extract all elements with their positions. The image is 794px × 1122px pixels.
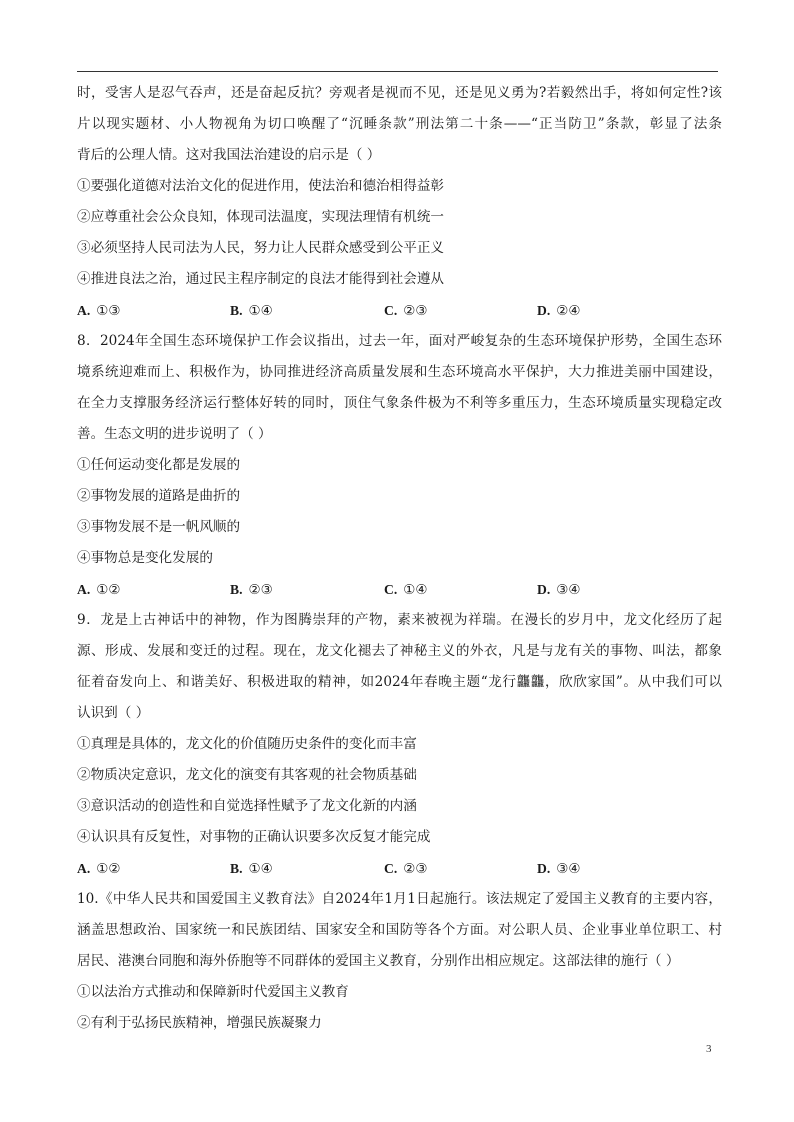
question-9 xyxy=(77,605,722,884)
choice-item: ③必须坚持人民司法为人民，努力让人民群众感受到公平正义 xyxy=(77,240,445,256)
option-b: B. ②③ xyxy=(230,582,273,598)
choice-item: ③意识活动的创造性和自觉选择性赋予了龙文化新的内涵 xyxy=(77,798,417,814)
option-a: A. ①③ xyxy=(77,303,121,319)
question-stem-line: 居民、港澳台同胞和海外侨胞等不同群体的爱国主义教育，分别作出相应规定。这部法律的施行（ ） xyxy=(77,953,680,969)
choice-item: ②有利于弘扬民族精神，增强民族凝聚力 xyxy=(77,1015,322,1031)
question-stem-line: 在全力支撑服务经济运行整体好转的同时，顶住气象条件极为不利等多重压力，生态环境质量实现稳定改 xyxy=(77,395,722,411)
choice-item: ②事物发展的道路是曲折的 xyxy=(77,488,241,504)
answer-options xyxy=(77,853,722,884)
question-stem-line: 片以现实题材、小人物视角为切口唤醒了“沉睡条款”刑法第二十条——“正当防卫”条款，彰显了法条 xyxy=(77,116,722,132)
option-d: D. ③④ xyxy=(537,861,581,877)
page-number: 3 xyxy=(706,1043,712,1055)
choice-item: ①真理是具体的，龙文化的价值随历史条件的变化而丰富 xyxy=(77,736,417,752)
option-c: C. ②③ xyxy=(384,861,428,877)
question-stem-line: 善。生态文明的进步说明了（ ） xyxy=(77,426,272,442)
question-stem-line: 征着奋发向上、和谐美好、积极进取的精神，如2024年春晚主题“龙行龘龘，欣欣家国”。从中我们可以 xyxy=(77,674,722,690)
option-a: A. ①② xyxy=(77,861,121,877)
choice-item: ②应尊重社会公众良知，体现司法温度，实现法理情有机统一 xyxy=(77,209,445,225)
choice-item: ④推进良法之治，通过民主程序制定的良法才能得到社会遵从 xyxy=(77,271,445,287)
choice-item: ①任何运动变化都是发展的 xyxy=(77,457,241,473)
choice-item: ④认识具有反复性，对事物的正确认识要多次反复才能完成 xyxy=(77,829,431,845)
choice-item: ①以法治方式推动和保障新时代爱国主义教育 xyxy=(77,984,349,1000)
question-stem-line: 背后的公理人情。这对我国法治建设的启示是（ ） xyxy=(77,147,381,163)
question-stem-line: 认识到（ ） xyxy=(77,705,150,721)
question-stem-line: 8．2024年全国生态环境保护工作会议指出，过去一年，面对严峻复杂的生态环境保护形势，全国生态环 xyxy=(77,333,722,349)
page-content xyxy=(77,78,722,1039)
choice-item: ②物质决定意识，龙文化的演变有其客观的社会物质基础 xyxy=(77,767,417,783)
question-7 xyxy=(77,78,722,326)
header-rule xyxy=(77,71,718,72)
option-c: C. ①④ xyxy=(384,582,428,598)
question-stem-line: 涵盖思想政治、国家统一和民族团结、国家安全和国防等各个方面。对公职人员、企业事业单位职工、村 xyxy=(77,922,722,938)
option-b: B. ①④ xyxy=(230,861,273,877)
answer-options xyxy=(77,295,722,326)
question-stem-line: 境系统迎难而上、积极作为，协同推进经济高质量发展和生态环境高水平保护，大力推进美丽中国建设， xyxy=(77,364,722,380)
choice-item: ④事物总是变化发展的 xyxy=(77,550,213,566)
choice-item: ①要强化道德对法治文化的促进作用，使法治和德治相得益彰 xyxy=(77,178,445,194)
option-a: A. ①② xyxy=(77,582,121,598)
question-stem-line: 时，受害人是忍气吞声，还是奋起反抗？旁观者是视而不见，还是见义勇为?若毅然出手，将如何定性?该 xyxy=(77,85,722,101)
option-b: B. ①④ xyxy=(230,303,273,319)
question-10 xyxy=(77,884,722,1039)
question-stem-line: 源、形成、发展和变迁的过程。现在，龙文化褪去了神秘主义的外衣，凡是与龙有关的事物、叫法，都象 xyxy=(77,643,722,659)
question-stem-line: 10.《中华人民共和国爱国主义教育法》自2024年1月1日起施行。该法规定了爱国主义教育的主要内容， xyxy=(77,891,722,907)
question-stem-line: 9．龙是上古神话中的神物，作为图腾崇拜的产物，素来被视为祥瑞。在漫长的岁月中，龙文化经历了起 xyxy=(77,612,722,628)
option-c: C. ②③ xyxy=(384,303,428,319)
question-8 xyxy=(77,326,722,605)
choice-item: ③事物发展不是一帆风顺的 xyxy=(77,519,241,535)
answer-options xyxy=(77,574,722,605)
option-d: D. ②④ xyxy=(537,303,581,319)
option-d: D. ③④ xyxy=(537,582,581,598)
